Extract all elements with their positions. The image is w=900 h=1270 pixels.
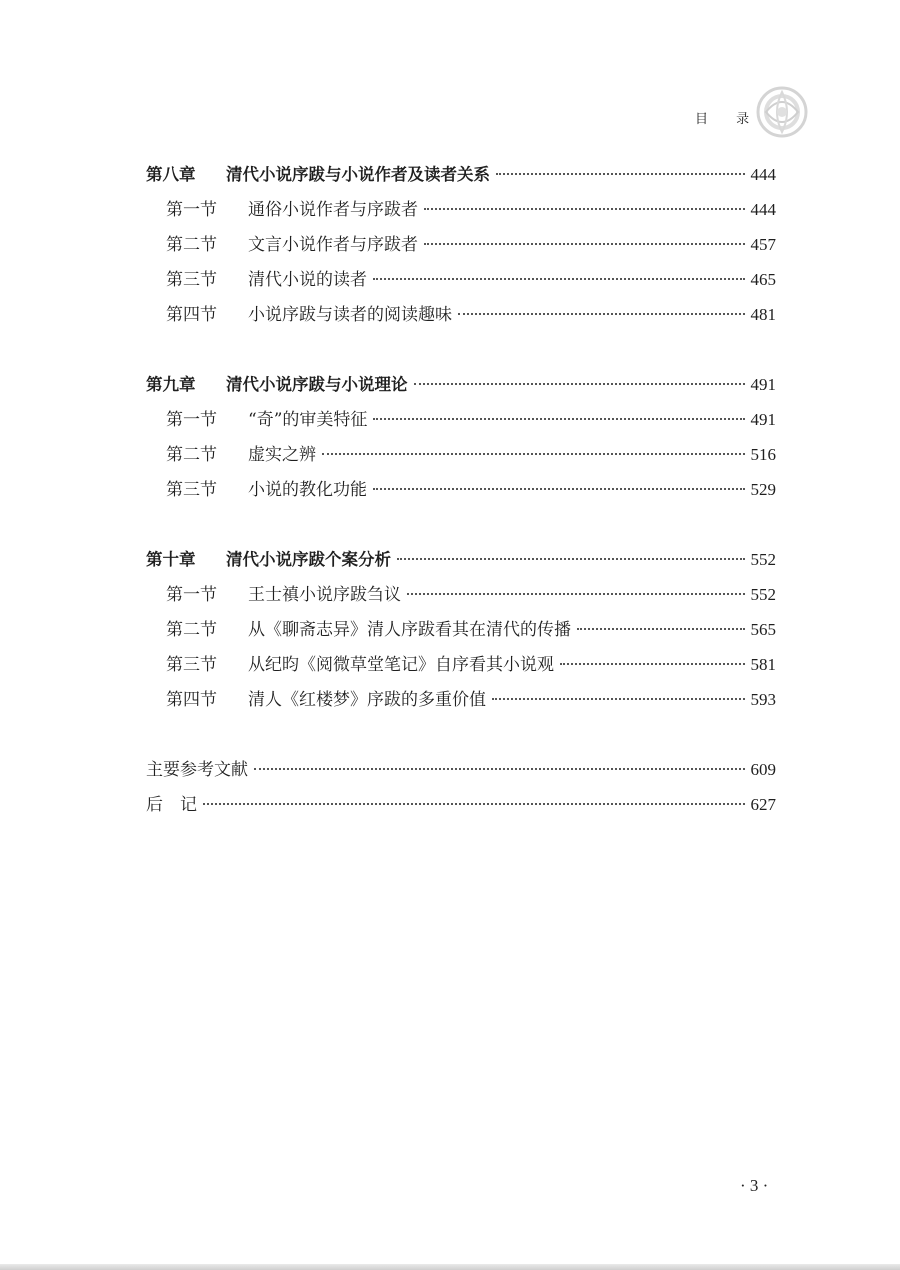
toc-spacer [146,717,776,752]
toc-chapter-row[interactable] [146,157,776,192]
toc-entry-page-number: 444 [750,200,776,219]
dot-leader [577,628,745,630]
toc-entry-page-number: 593 [750,690,776,709]
toc-entry-label: 第四节 [166,690,217,710]
toc-entry-label: 第八章 [146,165,196,184]
toc-section-row[interactable] [146,192,776,227]
toc-entry-page-number: 491 [750,375,776,394]
toc-entry-page-number: 609 [750,760,776,779]
dot-leader [373,418,744,420]
dot-leader [373,488,745,490]
toc-entry-label: 第十章 [146,550,196,569]
dot-leader [414,383,745,385]
toc-entry-title: 小说序跋与读者的阅读趣味 [248,305,452,325]
toc-entry-label: 第一节 [166,585,217,605]
running-header: 目 录 [695,112,762,127]
toc-section-row[interactable] [146,297,776,332]
toc-entry-page-number: 491 [750,410,776,429]
dot-leader [458,313,745,315]
toc-spacer [146,507,776,542]
toc-entry-title: 清代小说序跋与小说作者及读者关系 [226,165,490,184]
toc-entry-page-number: 444 [750,165,776,184]
toc-section-row[interactable] [146,402,776,437]
toc-entry-label: 后 记 [146,795,197,815]
toc-entry-title: 小说的教化功能 [248,480,367,500]
toc-entry-title: 清代小说的读者 [248,270,367,290]
toc-entry-title: 清代小说序跋与小说理论 [226,375,408,394]
toc-entry-page-number: 465 [750,270,776,289]
toc-entry-page-number: 457 [750,235,776,254]
toc-entry-title: 王士禛小说序跋刍议 [248,585,401,605]
toc-entry-page-number: 516 [750,445,776,464]
toc-entry-page-number: 481 [750,305,776,324]
toc-backmatter-row[interactable] [146,752,776,787]
dot-leader [492,698,745,700]
toc-entry-label: 第四节 [166,305,217,325]
dot-leader [254,768,745,770]
toc-entry-page-number: 581 [750,655,776,674]
toc-section-row[interactable] [146,612,776,647]
toc-entry-label: 第三节 [166,655,217,675]
toc-entry-title: 从《聊斋志异》清人序跋看其在清代的传播 [248,620,571,640]
dot-leader [496,173,745,175]
ornament-icon [752,84,812,140]
toc-entry-label: 第三节 [166,480,217,500]
page-bottom-edge [0,1264,900,1270]
toc-entry-label: 第二节 [166,445,217,465]
toc-section-row[interactable] [146,472,776,507]
toc-entry-label: 第一节 [166,200,217,220]
toc-spacer [146,332,776,367]
toc-chapter-row[interactable] [146,542,776,577]
dot-leader [373,278,745,280]
toc-backmatter-row[interactable] [146,787,776,822]
dot-leader [424,208,745,210]
toc-entry-title: “奇”的审美特征 [248,410,368,430]
dot-leader [407,593,745,595]
toc-entry-page-number: 552 [750,585,776,604]
toc-section-row[interactable] [146,262,776,297]
page-number: · 3 · [740,1176,769,1195]
dot-leader [397,558,745,560]
toc-entry-title: 从纪昀《阅微草堂笔记》自序看其小说观 [248,655,554,675]
toc-entry-page-number: 529 [750,480,776,499]
toc-entry-label: 第二节 [166,620,217,640]
toc-section-row[interactable] [146,577,776,612]
dot-leader [560,663,745,665]
toc-entry-title: 通俗小说作者与序跋者 [248,200,418,220]
toc-entry-label: 主要参考文献 [146,760,248,780]
toc-entry-title: 清代小说序跋个案分析 [226,550,391,569]
toc-entry-label: 第九章 [146,375,196,394]
dot-leader [322,453,745,455]
toc-section-row[interactable] [146,437,776,472]
toc-entry-page-number: 627 [750,795,776,814]
toc-section-row[interactable] [146,227,776,262]
table-of-contents [146,157,776,822]
toc-entry-page-number: 552 [750,550,776,569]
dot-leader [203,803,745,805]
toc-section-row[interactable] [146,682,776,717]
toc-entry-label: 第一节 [166,410,217,430]
toc-entry-label: 第二节 [166,235,217,255]
toc-section-row[interactable] [146,647,776,682]
toc-entry-title: 文言小说作者与序跋者 [248,235,418,255]
dot-leader [424,243,745,245]
toc-entry-title: 虚实之辨 [248,445,316,465]
toc-entry-label: 第三节 [166,270,217,290]
toc-entry-page-number: 565 [750,620,776,639]
toc-chapter-row[interactable] [146,367,776,402]
toc-entry-title: 清人《红楼梦》序跋的多重价值 [248,690,486,710]
